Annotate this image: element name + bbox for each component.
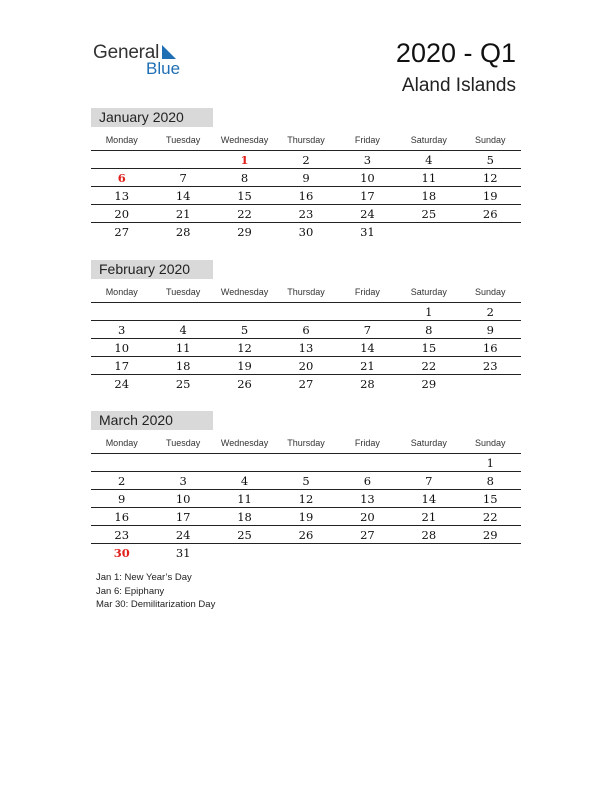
weeks <box>91 454 521 561</box>
day-cell: 12 <box>298 492 314 506</box>
day-cell: 6 <box>302 323 310 337</box>
day-cell: 26 <box>482 207 498 221</box>
day-cell: 5 <box>302 474 310 488</box>
day-cell: 13 <box>114 189 130 203</box>
day-cell: 3 <box>363 153 372 167</box>
day-cell: 31 <box>360 225 375 239</box>
day-cell <box>460 544 521 561</box>
day-cell <box>152 454 213 471</box>
month-label: February 2020 <box>91 260 213 279</box>
day-cell: 27 <box>114 225 130 239</box>
holiday-note: Mar 30: Demilitarization Day <box>96 599 216 610</box>
day-cell: 5 <box>486 153 494 167</box>
week-row <box>91 472 521 490</box>
day-cell: 19 <box>298 510 314 524</box>
weekday-header: Wednesday <box>220 438 269 448</box>
day-cell: 15 <box>237 189 252 203</box>
day-cell: 18 <box>237 510 252 524</box>
day-cell: 14 <box>360 341 375 355</box>
weeks <box>91 303 521 392</box>
brand-logo <box>93 42 193 82</box>
month-january <box>91 108 521 240</box>
weeks <box>91 151 521 240</box>
week-row <box>91 454 521 472</box>
day-cell: 18 <box>175 359 191 373</box>
week-row <box>91 490 521 508</box>
day-cell: 26 <box>298 528 314 542</box>
week-row <box>91 223 521 240</box>
day-cell <box>337 303 398 320</box>
week-row <box>91 544 521 561</box>
day-cell: 14 <box>175 189 191 203</box>
day-cell: 15 <box>482 492 498 506</box>
day-cell: 3 <box>118 323 126 337</box>
day-cell: 13 <box>298 341 314 355</box>
weekday-header: Friday <box>354 287 380 297</box>
day-cell: 11 <box>175 341 191 355</box>
month-february <box>91 260 521 392</box>
weekday-header: Thursday <box>287 438 325 448</box>
weekday-header: Saturday <box>410 438 447 448</box>
day-cell: 10 <box>175 492 191 506</box>
day-cell <box>91 151 152 168</box>
page-title: 2020 - Q1 <box>395 38 516 68</box>
day-cell <box>214 303 275 320</box>
day-cell: 20 <box>298 359 314 373</box>
day-cell: 13 <box>360 492 375 506</box>
day-cell: 21 <box>360 359 375 373</box>
day-cell <box>275 303 336 320</box>
day-cell: 2 <box>486 305 494 319</box>
weekday-header: Sunday <box>474 287 506 297</box>
day-cell <box>398 544 459 561</box>
holiday-day-cell: 6 <box>117 171 126 185</box>
holiday-day-cell: 30 <box>113 546 130 560</box>
weekday-header: Thursday <box>287 287 325 297</box>
weekday-header: Sunday <box>474 438 506 448</box>
day-cell <box>275 454 336 471</box>
day-cell <box>275 544 336 561</box>
weekday-header: Friday <box>354 135 380 145</box>
day-cell: 17 <box>175 510 191 524</box>
day-cell <box>214 454 275 471</box>
holiday-note: Jan 6: Epiphany <box>96 585 165 597</box>
month-label: March 2020 <box>91 411 213 430</box>
week-row <box>91 508 521 526</box>
day-cell: 7 <box>179 171 187 185</box>
day-cell: 27 <box>298 377 314 391</box>
day-cell: 8 <box>486 474 494 488</box>
weekday-header: Friday <box>354 438 380 448</box>
day-cell: 27 <box>360 528 375 542</box>
day-cell: 1 <box>486 456 494 470</box>
week-row <box>91 321 521 339</box>
brand-blue-text: Blue <box>146 59 181 78</box>
day-cell: 9 <box>302 171 310 185</box>
day-cell: 28 <box>360 377 375 391</box>
weekday-header: Wednesday <box>220 135 269 145</box>
day-cell <box>398 454 459 471</box>
day-cell: 6 <box>363 474 372 488</box>
day-cell <box>91 303 152 320</box>
day-cell: 17 <box>114 359 130 373</box>
day-cell: 17 <box>360 189 375 203</box>
day-cell <box>337 454 398 471</box>
day-cell: 10 <box>114 341 130 355</box>
day-cell: 12 <box>482 171 498 185</box>
weekday-header: Tuesday <box>166 287 201 297</box>
day-cell: 31 <box>175 546 191 560</box>
day-cell: 25 <box>175 377 191 391</box>
day-cell: 7 <box>425 474 433 488</box>
day-cell: 16 <box>482 341 498 355</box>
day-cell: 4 <box>425 153 433 167</box>
day-cell: 3 <box>179 474 187 488</box>
weekday-header: Monday <box>105 438 138 448</box>
day-cell: 9 <box>118 492 126 506</box>
weekday-header: Thursday <box>287 135 325 145</box>
weekday-header-row <box>91 432 521 454</box>
day-cell: 20 <box>360 510 375 524</box>
day-cell: 24 <box>114 377 130 391</box>
day-cell: 10 <box>360 171 375 185</box>
day-cell: 19 <box>482 189 498 203</box>
day-cell: 4 <box>179 323 187 337</box>
week-row <box>91 526 521 544</box>
region-name: Aland Islands <box>401 75 516 96</box>
day-cell: 7 <box>363 323 372 337</box>
day-cell: 21 <box>421 510 437 524</box>
weekday-header: Sunday <box>474 135 506 145</box>
weekday-header: Saturday <box>410 287 447 297</box>
week-row <box>91 339 521 357</box>
day-cell: 4 <box>240 474 249 488</box>
day-cell: 2 <box>302 153 310 167</box>
day-cell: 23 <box>114 528 130 542</box>
day-cell: 2 <box>118 474 126 488</box>
day-cell: 30 <box>298 225 314 239</box>
logo-triangle-icon <box>162 45 176 59</box>
weekday-header: Saturday <box>410 135 447 145</box>
week-row <box>91 357 521 375</box>
weekday-header: Tuesday <box>166 135 201 145</box>
weekday-header: Monday <box>105 135 138 145</box>
day-cell: 16 <box>114 510 130 524</box>
month-label: January 2020 <box>91 108 213 127</box>
day-cell <box>460 223 521 240</box>
day-cell <box>152 151 213 168</box>
day-cell: 8 <box>240 171 249 185</box>
day-cell: 9 <box>486 323 494 337</box>
week-row <box>91 375 521 392</box>
day-cell: 24 <box>175 528 191 542</box>
day-cell: 1 <box>425 305 433 319</box>
day-cell <box>91 454 152 471</box>
day-cell: 29 <box>421 377 437 391</box>
day-cell: 12 <box>237 341 252 355</box>
holiday-note: Jan 1: New Year’s Day <box>96 572 192 583</box>
week-row <box>91 303 521 321</box>
day-cell: 22 <box>421 359 437 373</box>
day-cell: 28 <box>421 528 437 542</box>
day-cell <box>398 223 459 240</box>
day-cell: 8 <box>425 323 433 337</box>
day-cell: 24 <box>360 207 375 221</box>
weekday-header: Tuesday <box>166 438 201 448</box>
day-cell: 22 <box>237 207 252 221</box>
day-cell: 23 <box>482 359 498 373</box>
day-cell: 22 <box>482 510 498 524</box>
day-cell: 18 <box>421 189 437 203</box>
holiday-day-cell: 1 <box>240 153 249 167</box>
day-cell: 28 <box>175 225 191 239</box>
weekday-header: Wednesday <box>220 287 269 297</box>
day-cell: 5 <box>240 323 249 337</box>
month-march <box>91 411 521 561</box>
weekday-header-row <box>91 281 521 303</box>
weekday-header: Monday <box>105 287 138 297</box>
day-cell: 25 <box>237 528 252 542</box>
day-cell: 29 <box>482 528 498 542</box>
week-row <box>91 205 521 223</box>
day-cell: 14 <box>421 492 437 506</box>
day-cell: 11 <box>237 492 252 506</box>
day-cell: 19 <box>237 359 252 373</box>
holiday-notes <box>96 571 215 612</box>
day-cell <box>460 375 521 392</box>
day-cell <box>337 544 398 561</box>
day-cell: 16 <box>298 189 314 203</box>
day-cell: 20 <box>114 207 130 221</box>
week-row <box>91 151 521 169</box>
week-row <box>91 169 521 187</box>
day-cell: 23 <box>298 207 314 221</box>
day-cell: 25 <box>421 207 437 221</box>
day-cell: 15 <box>421 341 437 355</box>
day-cell: 21 <box>175 207 191 221</box>
day-cell <box>152 303 213 320</box>
day-cell: 29 <box>237 225 252 239</box>
brand-general-text: General <box>93 42 160 63</box>
day-cell: 26 <box>237 377 252 391</box>
day-cell: 11 <box>421 171 437 185</box>
day-cell <box>214 544 275 561</box>
week-row <box>91 187 521 205</box>
weekday-header-row <box>91 129 521 151</box>
